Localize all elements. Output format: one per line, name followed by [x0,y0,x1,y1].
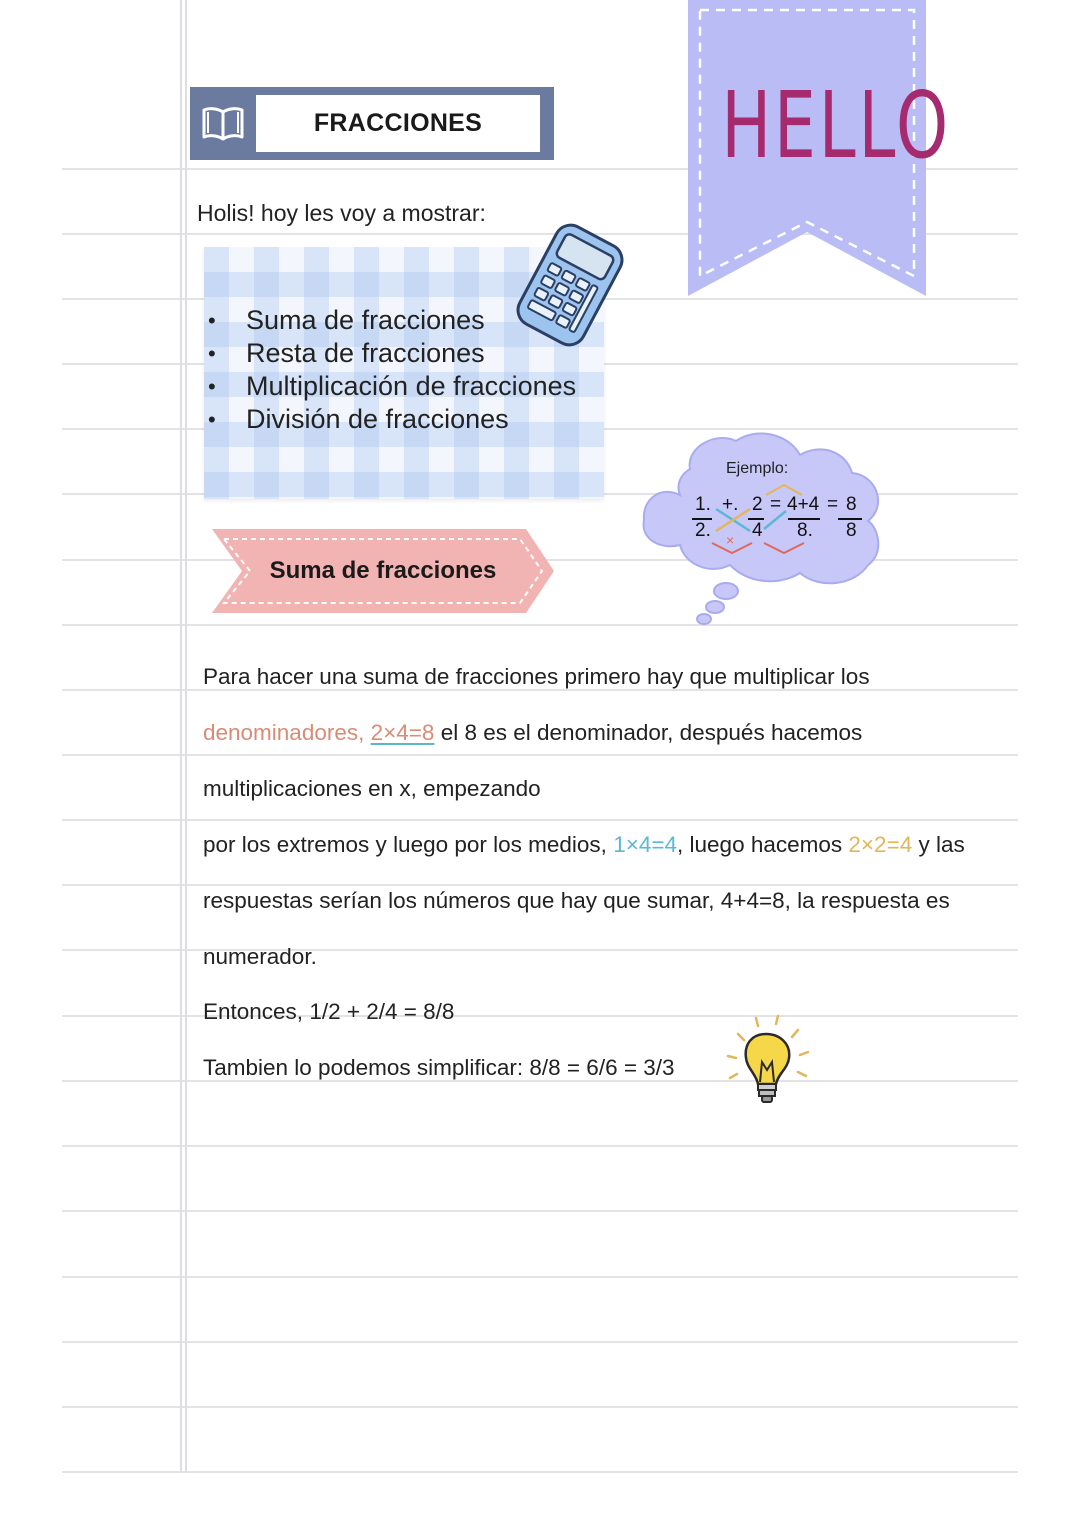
example-cross: × [726,532,735,548]
example-num-4: 8 [846,494,857,515]
paragraph-line-4: por los extremos y luego por los medios, 1×4=4, luego hacemos 2×2=4 y las [203,832,965,857]
example-plus: +. [722,494,739,515]
paragraph-line-5: respuestas serían los números que hay que sumar, 4+4=8, la respuesta es [203,888,950,913]
list-item: • Resta de fracciones [208,338,485,368]
title-box [190,87,554,160]
example-eq-1: = [770,494,782,515]
example-eq-2: = [827,494,839,515]
margin-line-2 [185,0,187,1473]
example-num-3: 4+4 [787,494,820,515]
paragraph-line-6: numerador. [203,944,317,969]
list-item: • División de fracciones [208,404,509,434]
example-den-2: 4 [752,520,763,541]
term-extremes: 1×4=4 [613,832,678,857]
paragraph-line-2: denominadores, 2×4=8 el 8 es el denominador, después hacemos [203,720,863,745]
example-num-1: 1. [695,494,711,515]
term-denominadores: denominadores, [203,720,365,745]
paragraph-line-3: multiplicaciones en x, empezando [203,776,541,801]
margin-line [180,0,182,1473]
list-item: • Multiplicación de fracciones [208,371,577,401]
example-den-1: 2. [695,520,711,541]
example-den-4: 8 [846,520,857,541]
result-line: Entonces, 1/2 + 2/4 = 8/8 [203,999,455,1024]
example-label: Ejemplo: [726,460,789,477]
open-book-icon [190,87,256,160]
calculator-icon [512,218,628,352]
term-denominator-product: 2×4=8 [370,720,435,745]
term-means: 2×2=4 [848,832,913,857]
example-den-3: 8. [797,520,813,541]
hello-text: HELLO [721,72,951,179]
lightbulb-icon [722,1012,812,1112]
paragraph-line-1: Para hacer una suma de fracciones primero hay que multiplicar los [203,664,870,689]
simplify-line: Tambien lo podemos simplificar: 8/8 = 6/6 = 3/3 [203,1055,675,1080]
list-item: • Suma de fracciones [208,305,485,335]
page-title: FRACCIONES [313,109,483,137]
example-num-2: 2 [752,494,763,515]
intro-text: Holis! hoy les voy a mostrar: [197,200,486,226]
section-title: Suma de fracciones [269,557,497,584]
